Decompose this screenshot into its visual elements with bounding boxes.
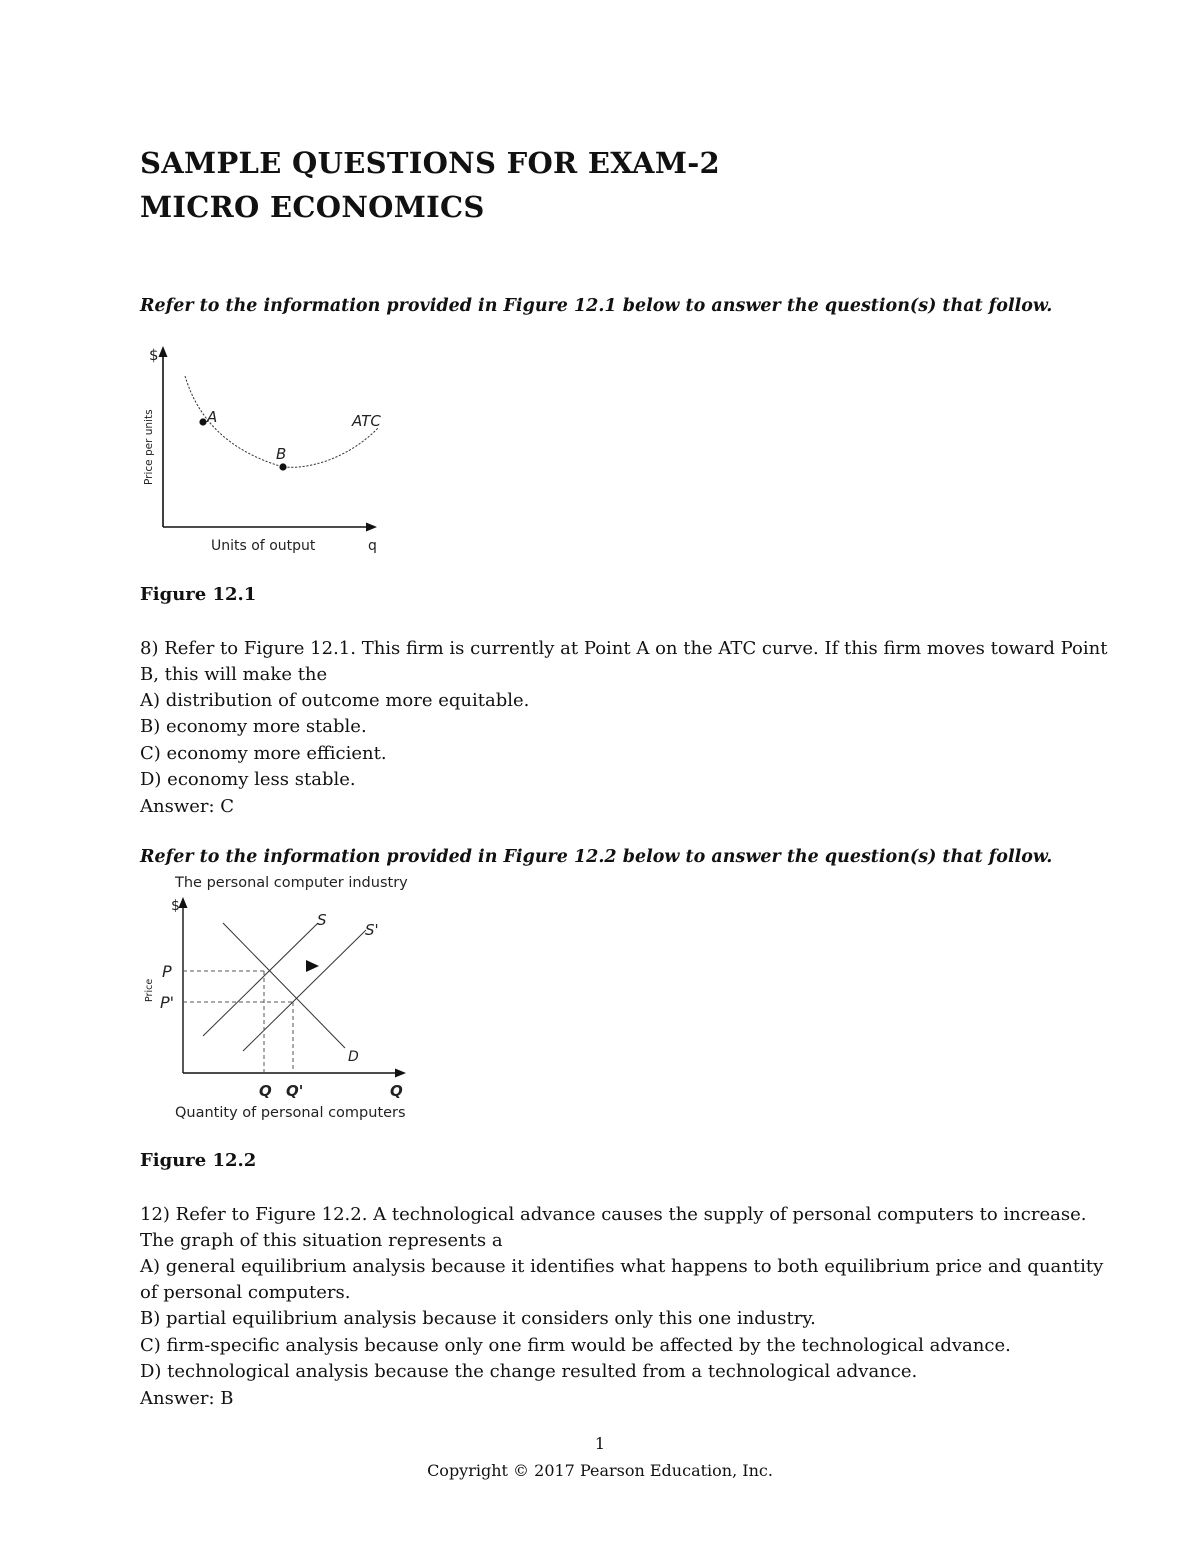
point-a-marker [199, 418, 206, 425]
question-8-option-d: D) economy less stable. [140, 769, 356, 790]
question-8-option-b: B) economy more stable. [140, 716, 367, 737]
point-b-label: B [276, 445, 287, 463]
demand-label-d: D [348, 1049, 359, 1065]
page-number: 1 [594, 1434, 606, 1453]
y-axis-label: Price per units [143, 409, 155, 485]
question-8-option-c: C) economy more efficient. [140, 743, 387, 764]
question-12-option-c: C) firm-specific analysis because only one firm would be affected by the technological advance. [140, 1335, 1011, 1356]
quantity-label-q: Q [259, 1082, 272, 1100]
figure-12-2-supply-demand-graph [135, 868, 425, 1123]
document-title-line2: MICRO ECONOMICS [140, 190, 485, 224]
figure-12-1-instruction: Refer to the information provided in Figure 12.1 below to answer the question(s) that follow. [140, 296, 1053, 316]
question-12-text-line1: 12) Refer to Figure 12.2. A technological advance causes the supply of personal computers to increase. [140, 1204, 1087, 1225]
supply-curve-s [203, 923, 318, 1036]
question-8-option-a: A) distribution of outcome more equitable. [140, 690, 530, 711]
question-8-text-line1: 8) Refer to Figure 12.1. This firm is currently at Point A on the ATC curve. If this firm moves toward Point [140, 638, 1108, 659]
point-b-marker [279, 463, 286, 470]
supply-shift-arrow [306, 960, 319, 972]
question-12-option-d: D) technological analysis because the change resulted from a technological advance. [140, 1361, 918, 1382]
x-axis-arrow [395, 1069, 406, 1078]
question-12-text-line2: The graph of this situation represents a [140, 1230, 503, 1251]
question-8-text-line2: B, this will make the [140, 664, 328, 685]
supply-label-s: S [317, 911, 327, 929]
price-label-p: P [162, 962, 172, 981]
document-title-line1: SAMPLE QUESTIONS FOR EXAM-2 [140, 146, 721, 180]
figure-12-2-caption: Figure 12.2 [140, 1150, 257, 1171]
x-axis-label: Units of output [211, 538, 316, 554]
question-12-option-b: B) partial equilibrium analysis because it considers only this one industry. [140, 1308, 816, 1329]
supply-curve-s-prime [243, 930, 366, 1051]
point-a-label: A [207, 408, 218, 426]
figure-12-1-atc-graph [135, 340, 395, 560]
price-label-p-prime: P' [160, 993, 175, 1012]
demand-curve [223, 923, 345, 1048]
y-axis-arrow [159, 346, 168, 357]
question-12-answer: Answer: B [140, 1388, 234, 1409]
question-8-answer: Answer: C [140, 796, 235, 817]
x-axis-arrow [366, 523, 377, 532]
supply-label-s-prime: S' [365, 921, 379, 939]
figure-title: The personal computer industry [175, 875, 408, 891]
y-axis-symbol: $ [149, 346, 159, 364]
quantity-label-q-prime: Q' [286, 1082, 304, 1100]
question-12-option-a-cont: of personal computers. [140, 1282, 351, 1303]
x-axis-label: Quantity of personal computers [175, 1105, 406, 1121]
y-axis-symbol: $ [171, 898, 180, 914]
y-axis-label: Price [144, 978, 155, 1002]
atc-curve-label: ATC [352, 412, 381, 430]
x-axis-symbol: q [368, 538, 377, 554]
question-12-option-a: A) general equilibrium analysis because it identifies what happens to both equilibrium price and quantity [140, 1256, 1104, 1277]
figure-12-1-caption: Figure 12.1 [140, 584, 257, 605]
x-axis-symbol: Q [390, 1082, 403, 1100]
figure-12-2-instruction: Refer to the information provided in Figure 12.2 below to answer the question(s) that follow. [140, 847, 1053, 867]
copyright-notice: Copyright © 2017 Pearson Education, Inc. [427, 1461, 773, 1480]
